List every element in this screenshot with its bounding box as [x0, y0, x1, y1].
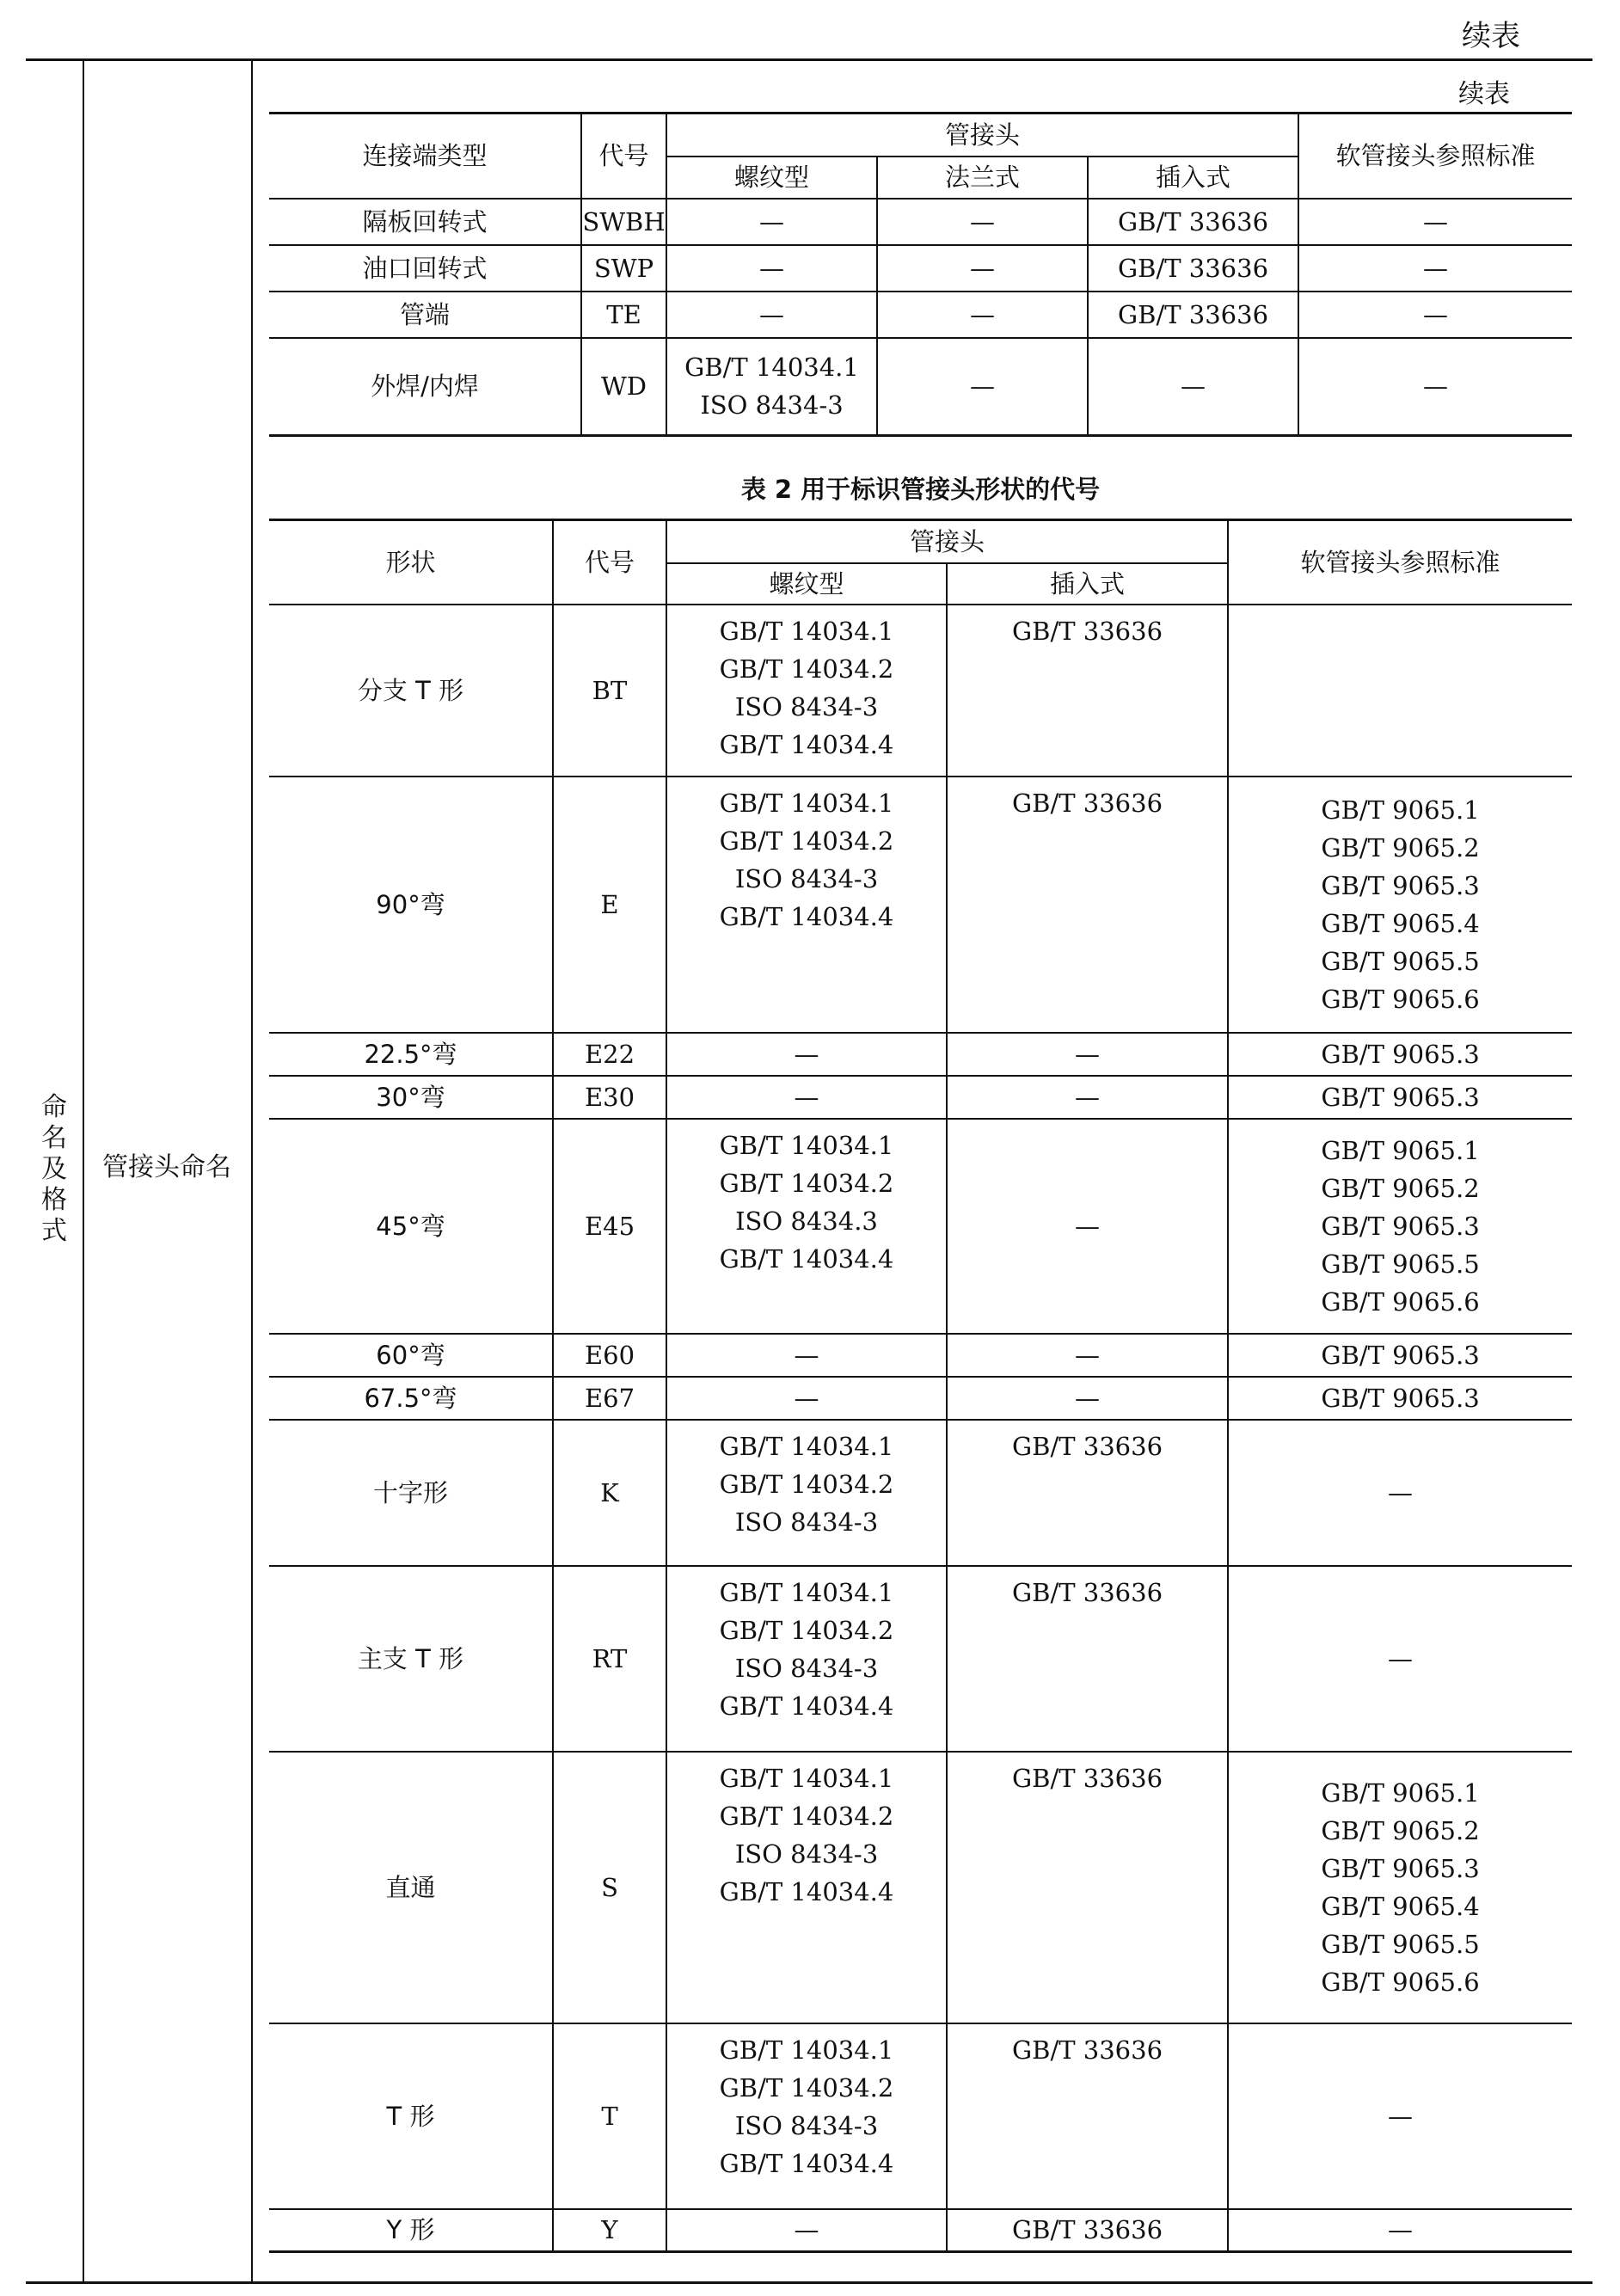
table-row: [269, 605, 1572, 777]
cell-insert: GB/T 33636: [947, 1566, 1228, 1752]
cell-connection-type: 油口回转式: [269, 245, 581, 292]
cell-thread: GB/T 14034.1 GB/T 14034.2 ISO 8434-3: [666, 1420, 947, 1566]
cell-insert: —: [947, 1076, 1228, 1119]
cell-hose-reference: GB/T 9065.1 GB/T 9065.2 GB/T 9065.3 GB/T 9065.5 GB/T 9065.6: [1228, 1119, 1572, 1334]
table-row: [269, 2209, 1572, 2252]
cell-insert: GB/T 33636: [947, 2023, 1228, 2209]
cell-flange: —: [877, 338, 1088, 436]
header-fitting-group: 管接头: [666, 520, 1228, 563]
cell-hose-reference: —: [1228, 1420, 1572, 1566]
table-row: [269, 777, 1572, 1033]
cell-thread: —: [666, 292, 877, 338]
cell-insert: —: [947, 1033, 1228, 1076]
header-hose-reference: 软管接头参照标准: [1298, 114, 1572, 199]
header-flange: 法兰式: [877, 157, 1088, 199]
frame-bottom-rule: [26, 2281, 1592, 2284]
cell-shape: 60°弯: [269, 1334, 553, 1377]
category-main: 命 名 及 格 式: [41, 1092, 67, 1246]
cell-thread: GB/T 14034.1 GB/T 14034.2 ISO 8434-3 GB/T 14034.4: [666, 605, 947, 777]
cell-thread: GB/T 14034.1 GB/T 14034.2 ISO 8434-3 GB/T 14034.4: [666, 1752, 947, 2023]
header-insert: 插入式: [947, 563, 1228, 605]
cell-insert: —: [947, 1119, 1228, 1334]
table-row: [269, 1334, 1572, 1377]
cell-code: E: [553, 777, 666, 1033]
cell-thread: —: [666, 1334, 947, 1377]
table-row: [269, 338, 1572, 436]
cell-shape: 主支 T 形: [269, 1566, 553, 1752]
cell-thread: GB/T 14034.1 GB/T 14034.2 ISO 8434-3 GB/T 14034.4: [666, 1566, 947, 1752]
cell-code: S: [553, 1752, 666, 2023]
cell-thread: —: [666, 245, 877, 292]
frame-top-rule: [26, 58, 1592, 61]
table-row: [269, 245, 1572, 292]
table-row: [269, 2023, 1572, 2209]
cell-shape: 45°弯: [269, 1119, 553, 1334]
header-code: 代号: [581, 114, 666, 199]
header-code: 代号: [553, 520, 666, 605]
cell-insert: GB/T 33636: [947, 605, 1228, 777]
cell-thread: —: [666, 1033, 947, 1076]
cell-insert: GB/T 33636: [947, 1420, 1228, 1566]
cell-hose-reference: —: [1298, 338, 1572, 436]
cell-code: E45: [553, 1119, 666, 1334]
cell-code: SWBH: [581, 199, 666, 245]
cell-insert: GB/T 33636: [947, 777, 1228, 1033]
header-fitting-group: 管接头: [666, 114, 1298, 157]
cell-insert: GB/T 33636: [1088, 245, 1298, 292]
cell-connection-type: 管端: [269, 292, 581, 338]
cell-shape: 30°弯: [269, 1076, 553, 1119]
cell-thread: —: [666, 199, 877, 245]
cell-code: T: [553, 2023, 666, 2209]
cell-thread: GB/T 14034.1 GB/T 14034.2 ISO 8434-3 GB/T 14034.4: [666, 777, 947, 1033]
cell-shape: Y 形: [269, 2209, 553, 2252]
cell-flange: —: [877, 199, 1088, 245]
cell-shape: 22.5°弯: [269, 1033, 553, 1076]
table2-title: 表 2 用于标识管接头形状的代号: [740, 475, 1101, 504]
cell-connection-type: 外焊/内焊: [269, 338, 581, 436]
cell-shape: 直通: [269, 1752, 553, 2023]
cell-hose-reference: GB/T 9065.3: [1228, 1033, 1572, 1076]
cell-code: E67: [553, 1377, 666, 1420]
cell-code: SWP: [581, 245, 666, 292]
table-row: [269, 199, 1572, 245]
header-hose-reference: 软管接头参照标准: [1228, 520, 1572, 605]
table-row: [269, 1752, 1572, 2023]
cell-hose-reference: GB/T 9065.3: [1228, 1076, 1572, 1119]
table-row: [269, 1377, 1572, 1420]
header-shape: 形状: [269, 520, 553, 605]
page-continued-label: 续表: [1462, 19, 1520, 53]
cell-thread: GB/T 14034.1 GB/T 14034.2 ISO 8434-3 GB/T 14034.4: [666, 2023, 947, 2209]
connection-type-table: [269, 112, 1572, 437]
header-insert: 插入式: [1088, 157, 1298, 199]
cell-hose-reference: [1228, 605, 1572, 777]
cell-insert: GB/T 33636: [947, 1752, 1228, 2023]
cell-code: E22: [553, 1033, 666, 1076]
cell-connection-type: 隔板回转式: [269, 199, 581, 245]
cell-shape: 十字形: [269, 1420, 553, 1566]
cell-hose-reference: —: [1298, 245, 1572, 292]
cell-flange: —: [877, 292, 1088, 338]
cell-shape: 67.5°弯: [269, 1377, 553, 1420]
cell-thread: GB/T 14034.1 ISO 8434-3: [666, 338, 877, 436]
cell-hose-reference: —: [1228, 1566, 1572, 1752]
cell-thread: GB/T 14034.1 GB/T 14034.2 ISO 8434.3 GB/T 14034.4: [666, 1119, 947, 1334]
cell-code: E60: [553, 1334, 666, 1377]
cell-hose-reference: —: [1228, 2209, 1572, 2252]
cell-code: E30: [553, 1076, 666, 1119]
cell-thread: —: [666, 1076, 947, 1119]
header-connection-type: 连接端类型: [269, 114, 581, 199]
category-sub: 管接头命名: [102, 1152, 231, 1182]
cell-shape: T 形: [269, 2023, 553, 2209]
cell-hose-reference: GB/T 9065.1 GB/T 9065.2 GB/T 9065.3 GB/T 9065.4 GB/T 9065.5 GB/T 9065.6: [1228, 1752, 1572, 2023]
table-row: [269, 1033, 1572, 1076]
cell-insert: GB/T 33636: [1088, 292, 1298, 338]
table-row: [269, 292, 1572, 338]
cell-hose-reference: —: [1228, 2023, 1572, 2209]
table-row: [269, 1076, 1572, 1119]
table1-continued-label: 续表: [1458, 79, 1510, 109]
cell-code: K: [553, 1420, 666, 1566]
frame-divider-2: [251, 58, 253, 2283]
frame-divider-1: [83, 58, 84, 2283]
table-row: [269, 1566, 1572, 1752]
cell-flange: —: [877, 245, 1088, 292]
cell-insert: —: [947, 1377, 1228, 1420]
cell-insert: GB/T 33636: [947, 2209, 1228, 2252]
cell-insert: —: [1088, 338, 1298, 436]
cell-thread: —: [666, 1377, 947, 1420]
cell-insert: —: [947, 1334, 1228, 1377]
header-thread: 螺纹型: [666, 157, 877, 199]
table-row: [269, 1119, 1572, 1334]
header-thread: 螺纹型: [666, 563, 947, 605]
cell-hose-reference: GB/T 9065.3: [1228, 1377, 1572, 1420]
cell-insert: GB/T 33636: [1088, 199, 1298, 245]
cell-code: WD: [581, 338, 666, 436]
fitting-shape-table: [269, 519, 1572, 2253]
cell-shape: 分支 T 形: [269, 605, 553, 777]
cell-hose-reference: —: [1298, 292, 1572, 338]
table-row: [269, 1420, 1572, 1566]
cell-code: BT: [553, 605, 666, 777]
cell-shape: 90°弯: [269, 777, 553, 1033]
cell-code: TE: [581, 292, 666, 338]
cell-code: RT: [553, 1566, 666, 1752]
cell-hose-reference: GB/T 9065.1 GB/T 9065.2 GB/T 9065.3 GB/T 9065.4 GB/T 9065.5 GB/T 9065.6: [1228, 777, 1572, 1033]
cell-thread: —: [666, 2209, 947, 2252]
cell-code: Y: [553, 2209, 666, 2252]
cell-hose-reference: —: [1298, 199, 1572, 245]
cell-hose-reference: GB/T 9065.3: [1228, 1334, 1572, 1377]
